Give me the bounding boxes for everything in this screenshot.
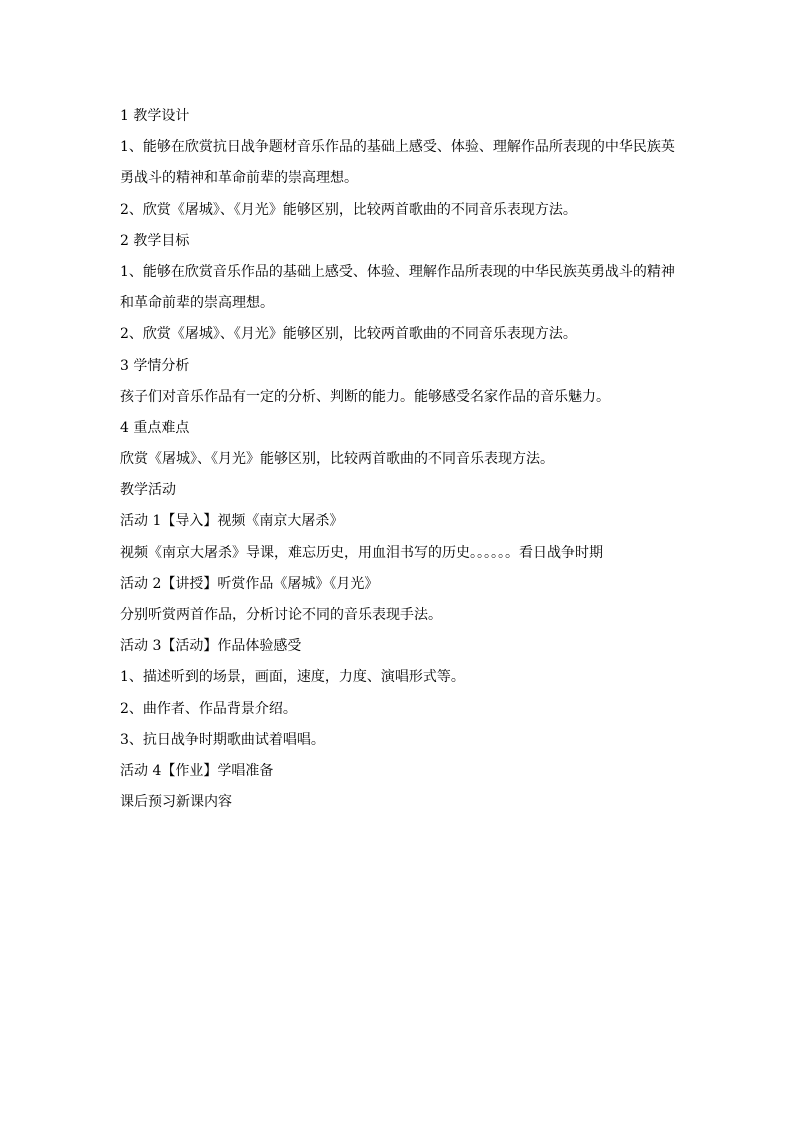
- paragraph-line: 1、描述听到的场景，画面，速度，力度、演唱形式等。: [120, 669, 465, 686]
- activity-heading-4: 活动 4【作业】学唱准备: [120, 762, 274, 779]
- section-heading-key-points: 4 重点难点: [120, 419, 190, 436]
- section-heading-teaching-activities: 教学活动: [120, 482, 176, 499]
- activity-heading-2: 活动 2【讲授】听赏作品《屠城》《月光》: [120, 575, 379, 592]
- paragraph-line: 1、能够在欣赏音乐作品的基础上感受、体验、理解作品所表现的中华民族英勇战斗的精神: [120, 263, 675, 280]
- paragraph-line: 2、欣赏《屠城》、《月光》能够区别，比较两首歌曲的不同音乐表现方法。: [120, 326, 577, 343]
- paragraph-line: 欣赏《屠城》、《月光》能够区别，比较两首歌曲的不同音乐表现方法。: [120, 451, 554, 468]
- paragraph-line: 3、抗日战争时期歌曲试着唱唱。: [120, 731, 325, 748]
- paragraph-line: 勇战斗的精神和革命前辈的崇高理想。: [120, 170, 358, 187]
- activity-heading-1: 活动 1【导入】视频《南京大屠杀》: [120, 513, 344, 530]
- section-heading-student-analysis: 3 学情分析: [120, 357, 190, 374]
- activity-heading-3: 活动 3【活动】作品体验感受: [120, 638, 302, 655]
- section-heading-teaching-design: 1 教学设计: [120, 108, 190, 124]
- paragraph-line: 孩子们对音乐作品有一定的分析、判断的能力。能够感受名家作品的音乐魅力。: [120, 388, 610, 405]
- paragraph-line: 和革命前辈的崇高理想。: [120, 295, 274, 312]
- document-body: [120, 101, 690, 818]
- paragraph-line: 分别听赏两首作品，分析讨论不同的音乐表现手法。: [120, 607, 442, 623]
- section-heading-teaching-goals: 2 教学目标: [120, 232, 190, 249]
- paragraph-line: 2、曲作者、作品背景介绍。: [120, 700, 297, 717]
- paragraph-line: 视频《南京大屠杀》导课，难忘历史，用血泪书写的历史。。。。。。看日战争时期: [120, 544, 603, 561]
- paragraph-line: 2、欣赏《屠城》、《月光》能够区别，比较两首歌曲的不同音乐表现方法。: [120, 201, 577, 218]
- paragraph-line: 1、能够在欣赏抗日战争题材音乐作品的基础上感受、体验、理解作品所表现的中华民族英: [120, 139, 675, 156]
- paragraph-line: 课后预习新课内容: [120, 794, 232, 811]
